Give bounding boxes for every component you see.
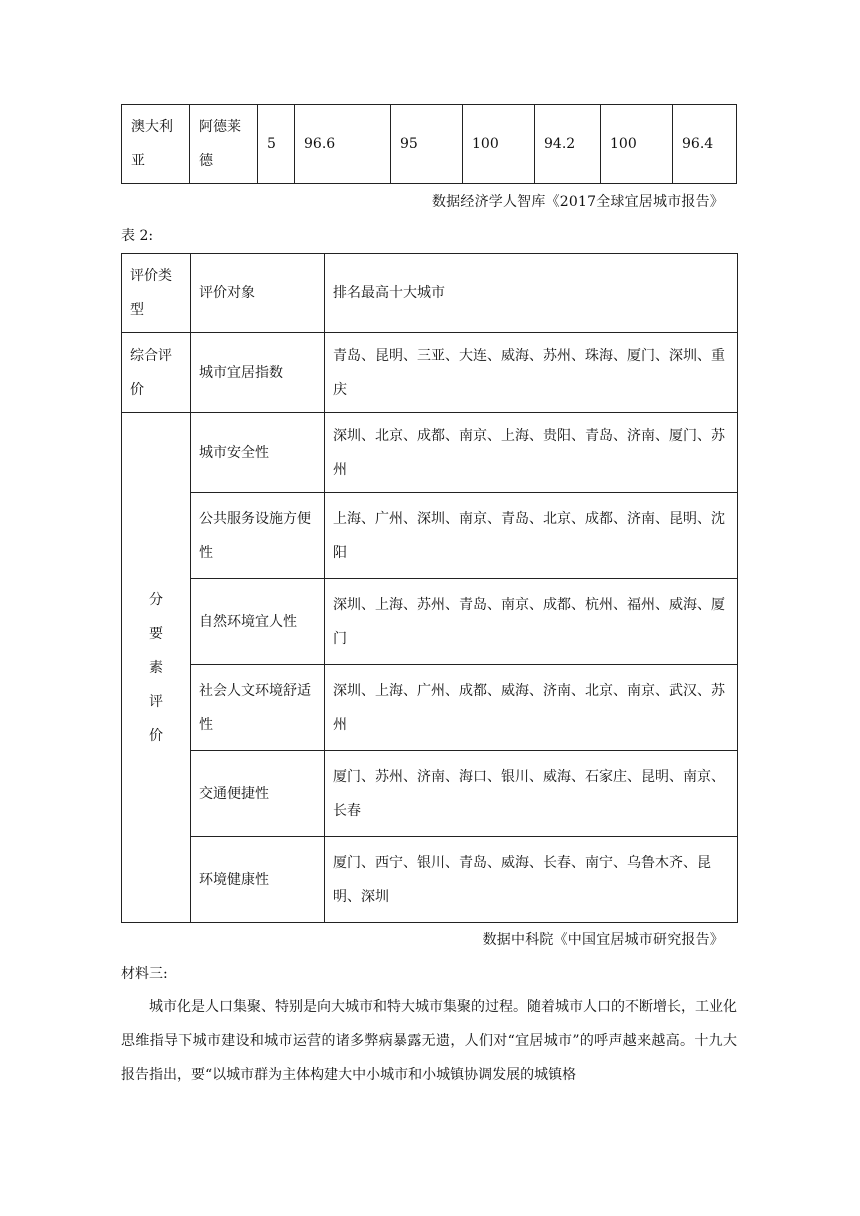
header-object: 评价对象 xyxy=(191,254,325,333)
object-cell: 交通便捷性 xyxy=(191,751,325,837)
score-cell: 94.2 xyxy=(535,105,601,184)
top10-cell: 厦门、苏州、济南、海口、银川、威海、石家庄、昆明、南京、长春 xyxy=(325,751,738,837)
top10-cell: 上海、广州、深圳、南京、青岛、北京、成都、济南、昆明、沈阳 xyxy=(325,493,738,579)
score-cell: 95 xyxy=(391,105,463,184)
table-row xyxy=(122,837,738,923)
table-row xyxy=(122,579,738,665)
ranking-table-fragment xyxy=(121,104,737,184)
score-cell: 96.6 xyxy=(295,105,391,184)
vertical-type-label: 分要素评价 xyxy=(149,591,163,744)
table-row xyxy=(122,665,738,751)
table2-label: 表 2: xyxy=(121,228,154,244)
score-cell: 100 xyxy=(601,105,673,184)
top10-cell: 厦门、西宁、银川、青岛、威海、长春、南宁、乌鲁木齐、昆明、深圳 xyxy=(325,837,738,923)
country-cell: 澳大利亚 xyxy=(122,105,190,184)
top10-cell: 深圳、上海、苏州、青岛、南京、成都、杭州、福州、威海、厦门 xyxy=(325,579,738,665)
top10-cell: 深圳、上海、广州、成都、威海、济南、北京、南京、武汉、苏州 xyxy=(325,665,738,751)
paragraph-text: 城市化是人口集聚、特别是向大城市和特大城市集聚的过程。随着城市人口的不断增长，工业化思维指导下城市建设和城市运营的诸多弊病暴露无遗，人们对“宜居城市”的呼声越来越高。十九大报告指出，要“以城市群为主体构建大中小城市和小城镇协调发展的城镇格 xyxy=(121,999,737,1083)
object-cell: 环境健康性 xyxy=(191,837,325,923)
top10-cell: 青岛、昆明、三亚、大连、威海、苏州、珠海、厦门、深圳、重庆 xyxy=(325,333,738,413)
table-row xyxy=(122,413,738,493)
header-top10: 排名最高十大城市 xyxy=(325,254,738,333)
table-row xyxy=(122,493,738,579)
object-cell: 城市宜居指数 xyxy=(191,333,325,413)
object-cell: 社会人文环境舒适性 xyxy=(191,665,325,751)
type-cell: 综合评价 xyxy=(122,333,191,413)
city-cell: 阿德莱德 xyxy=(190,105,258,184)
table-row xyxy=(122,333,738,413)
table-row xyxy=(122,751,738,837)
score-cell: 96.4 xyxy=(673,105,737,184)
material3-paragraph xyxy=(121,990,737,1092)
source-note-1: 数据经济学人智库《2017全球宜居城市报告》 xyxy=(431,194,724,210)
object-cell: 公共服务设施方便性 xyxy=(191,493,325,579)
source-note-2: 数据中科院《中国宜居城市研究报告》 xyxy=(482,932,724,948)
top10-cell: 深圳、北京、成都、南京、上海、贵阳、青岛、济南、厦门、苏州 xyxy=(325,413,738,493)
table-header-row xyxy=(122,254,738,333)
score-cell: 100 xyxy=(463,105,535,184)
header-type: 评价类型 xyxy=(122,254,191,333)
livable-city-table xyxy=(121,253,738,923)
rank-cell: 5 xyxy=(258,105,295,184)
table-row xyxy=(122,105,737,184)
object-cell: 自然环境宜人性 xyxy=(191,579,325,665)
object-cell: 城市安全性 xyxy=(191,413,325,493)
type-cell-factor xyxy=(122,413,191,923)
material3-label: 材料三: xyxy=(121,966,168,982)
